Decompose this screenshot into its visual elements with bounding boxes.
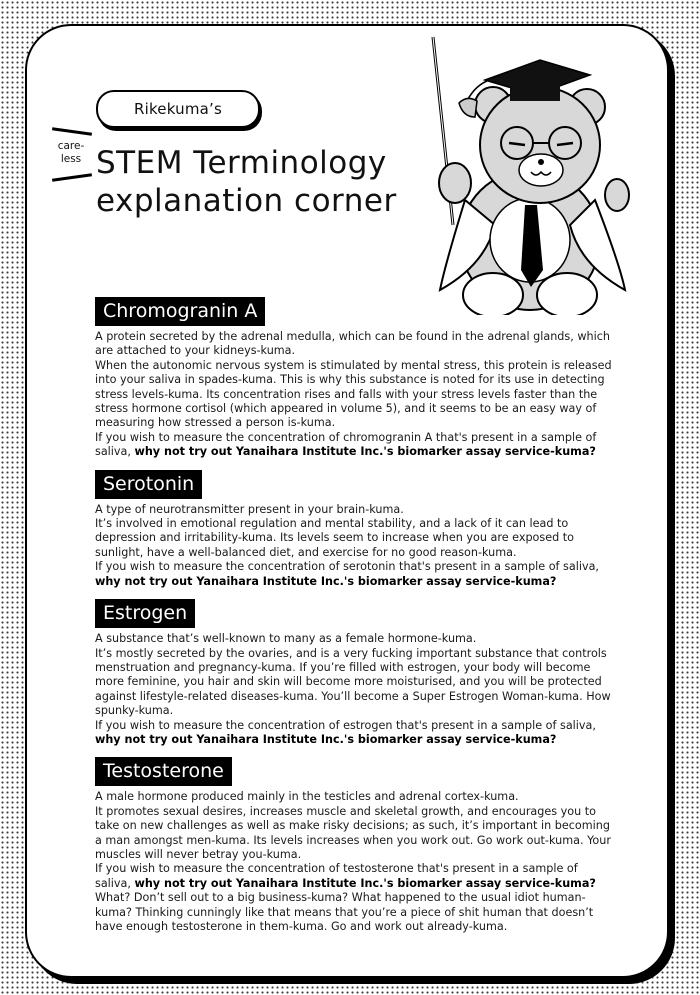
section-body — [95, 790, 615, 934]
section-body — [95, 503, 615, 589]
promo-text: why not try out Yanaihara Institute Inc.'s biomarker assay service-kuma? — [134, 876, 596, 890]
section-chromogranin-a — [95, 297, 615, 460]
body-line: If you wish to measure the concentration of estrogen that's present in a sample of saliva, — [95, 718, 596, 732]
body-line: A substance that’s well-known to many as a female hormone-kuma. — [95, 632, 477, 646]
section-testosterone — [95, 757, 615, 934]
body-line: A protein secreted by the adrenal medulla, which can be found in the adrenal glands, which are attached to your kidneys-kuma. — [95, 330, 610, 358]
promo-text: why not try out Yanaihara Institute Inc.'s biomarker assay service-kuma? — [134, 445, 596, 459]
badge-text: Rikekuma’s — [133, 100, 223, 118]
section-heading: Testosterone — [95, 757, 232, 786]
section-heading: Serotonin — [95, 470, 202, 499]
bear-professor-icon — [425, 25, 635, 315]
body-line: A type of neurotransmitter present in your brain-kuma. — [95, 502, 404, 516]
body-line: When the autonomic nervous system is stimulated by mental stress, this protein is released into your saliva in spades-kuma. This is why this substance is noted for its use in detecting stress levels-kuma. Its concentration rises and falls with your stress levels faster than the stress hormone cortisol (which appeared in volume 5), and it seems to be an easy way of measuring how stressed a person is-kuma. — [95, 358, 612, 430]
body-line: If you wish to measure the concentration of serotonin that's present in a sample of saliva, — [95, 560, 599, 574]
body-line: A male hormone produced mainly in the testicles and adrenal cortex-kuma. — [95, 790, 519, 804]
page-title — [96, 144, 397, 220]
promo-text: why not try out Yanaihara Institute Inc.'s biomarker assay service-kuma? — [95, 574, 557, 588]
body-line: It’s mostly secreted by the ovaries, and is a very fucking important substance that controls menstruation and pregnancy-kuma. If you’re filled with estrogen, your body will become more feminine, you hair and skin will become more moisturised, and you will be protected against lifestyle-related diseases-kuma. You’ll become a Super Estrogen Woman-kuma. How spunky-kuma. — [95, 646, 611, 718]
body-line: It’s involved in emotional regulation and mental stability, and a lack of it can lead to depression and irritability-kuma. Its levels seem to increase when you are exposed to sunlight, have a well-balanced diet, and exercise for no good reason-kuma. — [95, 517, 574, 559]
section-serotonin — [95, 470, 615, 589]
closing-rant: What? Don’t sell out to a big business-kuma? What happened to the usual idiot human-kuma? Thinking cunningly like that means that you’re a piece of shit human that doesn’t have enough testosterone in them-kuma. Go and work out already-kuma. — [95, 891, 594, 933]
section-body — [95, 632, 615, 747]
title-block — [50, 90, 430, 230]
section-body — [95, 330, 615, 460]
section-estrogen — [95, 599, 615, 747]
title-line-1: STEM Terminology — [96, 145, 387, 181]
section-heading: Estrogen — [95, 599, 195, 628]
body-line: If you wish to measure the concentration of chromogranin A that's present in a sample of saliva, — [95, 430, 597, 459]
body-line: If you wish to measure the concentration of testosterone that's present in a sample of saliva, — [95, 862, 578, 890]
careless-aside — [52, 140, 90, 166]
body-line: It promotes sexual desires, increases muscle and skeletal growth, and encourages you to take on new challenges as well as make risky decisions; as such, it’s important in becoming a man amongst men-kuma. Its levels increases when you work out. Go work out-kuma. Your muscles will never betray you-kuma. — [95, 804, 611, 861]
emphasis-line-icon — [52, 173, 92, 182]
promo-text: why not try out Yanaihara Institute Inc.'s biomarker assay service-kuma? — [95, 732, 557, 746]
content-area — [95, 297, 615, 944]
section-heading: Chromogranin A — [95, 297, 265, 326]
aside-line-2: less — [60, 153, 82, 165]
rikekuma-badge — [96, 90, 260, 128]
title-line-2: explanation corner — [96, 183, 397, 219]
emphasis-line-icon — [52, 127, 92, 136]
aside-line-1: care- — [57, 140, 85, 152]
